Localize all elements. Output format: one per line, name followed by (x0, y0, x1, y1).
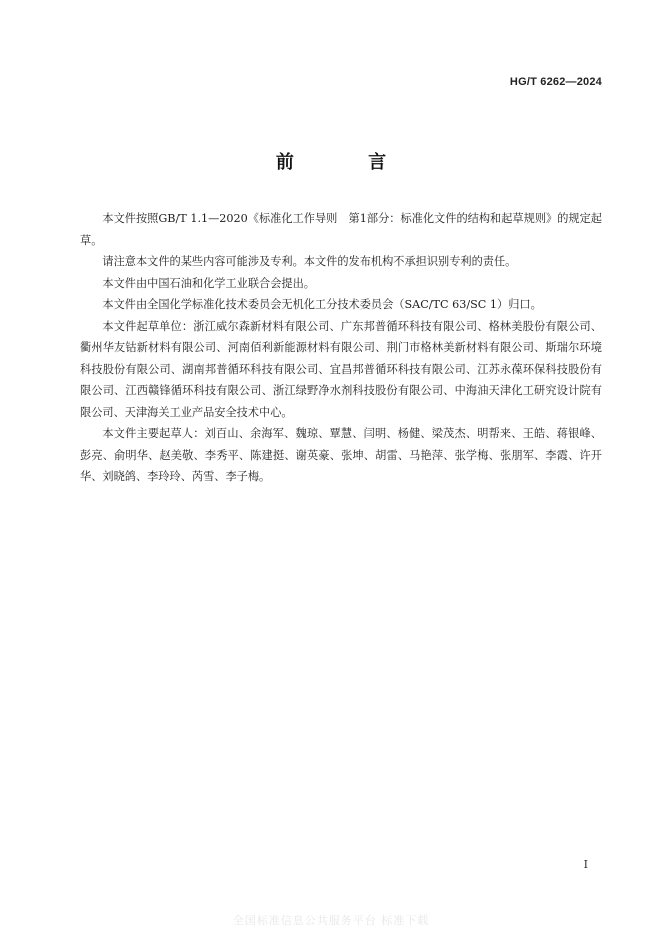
page-number: I (583, 858, 588, 871)
paragraph-committee: 本文件由全国化学标准化技术委员会无机化工分技术委员会（SAC/TC 63/SC 1）归口。 (102, 298, 542, 311)
body-text (80, 208, 602, 488)
paragraph-drafters: 本文件主要起草人：刘百山、余海军、魏琼、覃慧、闫明、杨健、梁茂杰、明帮来、王皓、蒋银峰、彭亮、俞明华、赵美敬、李秀平、陈建挺、谢英豪、张坤、胡雷、马艳萍、张学梅、张朋军、李霞、许开华、刘晓鸽、李玲玲、芮雪、李子梅。 (80, 427, 602, 483)
paragraph-patent-notice: 请注意本文件的某些内容可能涉及专利。本文件的发布机构不承担识别专利的责任。 (102, 255, 517, 268)
paragraph-drafting-units: 本文件起草单位：浙江威尔森新材料有限公司、广东邦普循环科技有限公司、格林美股份有限公司、衢州华友钴新材料有限公司、河南佰利新能源材料有限公司、荆门市格林美新材料有限公司、斯瑞尔环境科技股份有限公司、湖南邦普循环科技有限公司、宜昌邦普循环科技有限公司、江苏永葆环保科技股份有限公司、江西赣锋循环科技有限公司、浙江绿野净水剂科技股份有限公司、中海油天津化工研究设计院有限公司、天津海关工业产品安全技术中心。 (80, 319, 602, 419)
page-title: 前 言 (275, 152, 421, 173)
watermark: 全国标准信息公共服务平台 标准下载 (232, 914, 430, 927)
paragraph-drafting-rules: 本文件按照GB/T 1.1—2020《标准化工作导则 第1部分：标准化文件的结构和起草规则》的规定起草。 (80, 212, 602, 247)
standard-code: HG/T 6262—2024 (509, 76, 602, 88)
paragraph-proposer: 本文件由中国石油和化学工业联合会提出。 (102, 276, 315, 290)
